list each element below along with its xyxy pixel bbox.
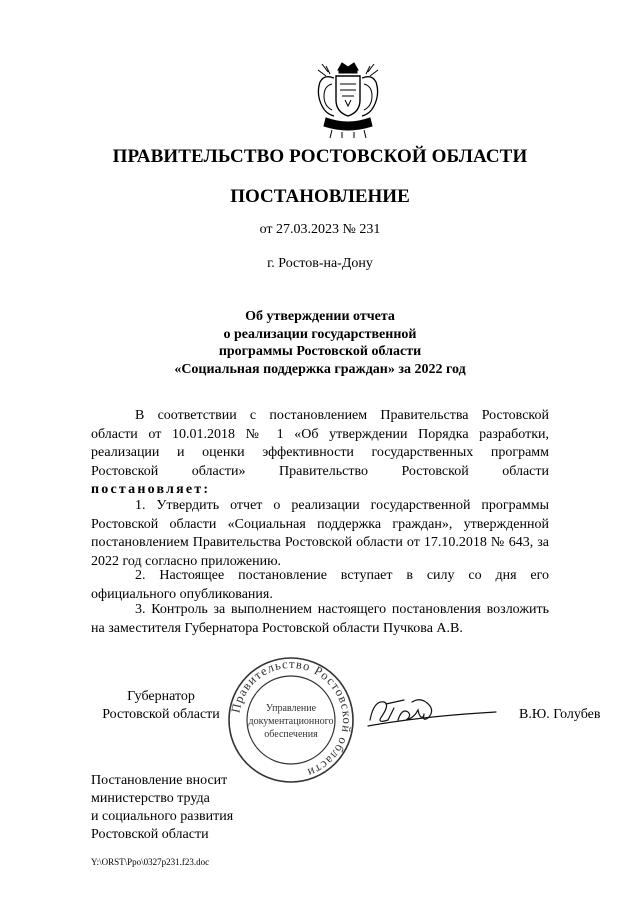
- decree-item-2: 2. Настоящее постановление вступает в силу со дня его официального опубликования.: [91, 568, 549, 602]
- decree-date-number: от 27.03.2023 № 231: [259, 222, 381, 237]
- subject-line: программы Ростовской области: [218, 344, 422, 359]
- introduced-by-line: Постановление вносит: [91, 773, 228, 788]
- signer-name: В.Ю. Голубев: [519, 707, 601, 722]
- seal-center-line: документационного: [248, 716, 334, 727]
- decree-item-3: 3. Контроль за выполнением настоящего постановления возложить на заместителя Губернатора Ростовской области Пучкова А.В.: [91, 602, 549, 636]
- resolves-emphasis: постановляет:: [91, 482, 211, 497]
- seal-center-line: обеспечения: [264, 729, 318, 740]
- signer-position-line: Губернатор: [127, 689, 195, 704]
- handwritten-signature-icon: [364, 690, 504, 738]
- official-seal-icon: [226, 655, 356, 785]
- decree-city: г. Ростов-на-Дону: [267, 256, 373, 271]
- file-path-footer: Y:\ORST\Ppo\0327p231.f23.doc: [91, 857, 210, 867]
- signer-position: [91, 688, 231, 724]
- introduced-by-line: Ростовской области: [91, 827, 209, 842]
- introduced-by-line: и социального развития: [91, 809, 234, 824]
- seal-ring-text: Правительство Ростовской области: [228, 656, 355, 781]
- decree-subject: [0, 308, 640, 378]
- seal-center-line: Управление: [265, 703, 317, 714]
- subject-line: «Социальная поддержка граждан» за 2022 год: [174, 361, 466, 377]
- government-name: ПРАВИТЕЛЬСТВО РОСТОВСКОЙ ОБЛАСТИ: [112, 146, 528, 167]
- introduced-by-block: [91, 772, 233, 844]
- subject-line: о реализации государственной: [223, 326, 417, 342]
- basis-text: В соответствии с постановлением Правительства Ростовской области от 10.01.2018 № 1 «Об утверждении Порядка разработки, реализации и оценки эффективности государственных программ Ростовской области» Правительство Ростовской области: [91, 408, 549, 479]
- basis-paragraph: [91, 407, 549, 500]
- decree-item-1: 1. Утвердить отчет о реализации государственной программы Ростовской области «Социальная поддержка граждан», утвержденной постановлением Правительства Ростовской области от 17.10.2018 № 643, за 2022 год согласно приложению.: [91, 498, 549, 569]
- introduced-by-line: министерство труда: [91, 791, 210, 806]
- coat-of-arms-icon: [312, 60, 384, 140]
- signer-position-line: Ростовской области: [102, 707, 220, 722]
- subject-line: Об утверждении отчета: [245, 309, 395, 324]
- document-type-title: ПОСТАНОВЛЕНИЕ: [230, 186, 410, 207]
